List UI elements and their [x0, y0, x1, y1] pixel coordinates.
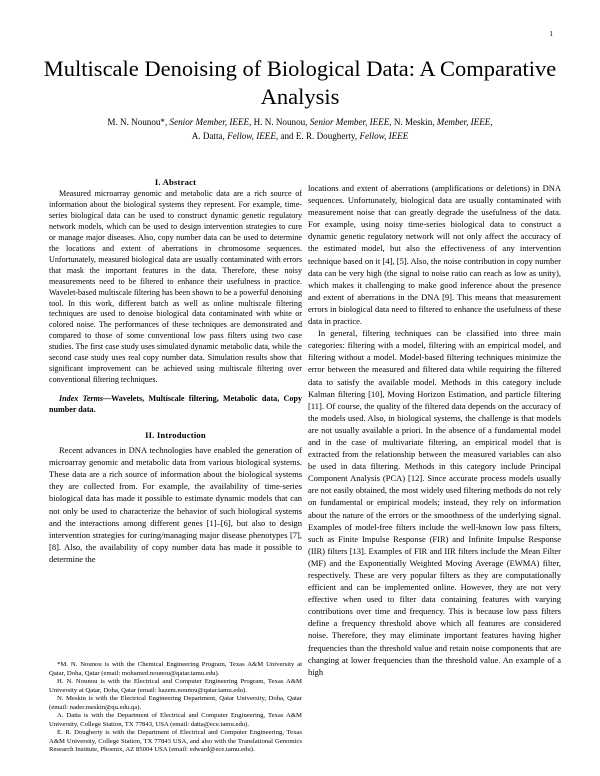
footnote: *M. N. Nounou is with the Chemical Engineering Program, Texas A&M University at Qatar, Doha, Qatar (email: mohamed.nounou@qatar.tamu.edu).: [49, 661, 302, 677]
introduction-heading: II. Introduction: [145, 430, 206, 441]
abstract-heading: I. Abstract: [154, 177, 197, 187]
footnote: E. R. Dougherty is with the Department of Electrical and Computer Engineering, Texas A&M University, College Station, TX 77843 USA, and also with the Translational Genomics Research Institute, Phoenix, AZ 85004 USA (email: edward@ece.tamu.edu).: [49, 729, 302, 753]
author-name: and E. R. Dougherty,: [280, 130, 358, 141]
author-membership: Senior Member, IEEE,: [309, 117, 392, 127]
author-line-1: [60, 116, 540, 130]
introduction-paragraph-1: Recent advances in DNA technologies have enabled the generation of microarray genomic and metabolic data from various biological systems. These data are a rich source of information about the biological systems they are collected from. For example, the availability of time-series biological data has made it possible to estimate dynamic models that can not only be used to characterize the behavior of such biological systems and the interactions among different genes [1]–[6], but also to design intervention strategies for curing/managing major disease phenotypes [7], [8]. Also, the availability of copy number data has made it possible to determine the: [49, 445, 302, 564]
footnote: A. Datta is with the Department of Electrical and Computer Engineering, Texas A&M University, College Station, TX 77843, USA (email: datta@ece.tamu.edu).: [49, 712, 302, 728]
index-terms: [49, 394, 302, 416]
author-membership: Fellow, IEEE,: [227, 130, 279, 141]
author-membership: Member, IEEE,: [436, 117, 493, 127]
footnotes: [49, 661, 302, 755]
index-terms-label: Index Terms: [59, 394, 104, 404]
author-line-2: [60, 130, 540, 144]
introduction-paragraph-continued: locations and extent of aberrations (amplifications or deletions) in DNA sequences. Unfortunately, biological data are usually contaminated with measurement noise that can greatly degrade the usefulness of the data. For example, using noisy time-series biological data to construct a dynamic genetic regulatory network will not only affect the accuracy of the estimated model, but also the effectiveness of any intervention technique based on it [4], [5]. Also, the noise contribution in copy number data can be very high (the signal to noise ratio can reach as low as unity), which makes it challenging to make good inference about the presence and extent of aberrations in the DNA [9]. This means that measurement errors in biological data need to filtered to enhance the usefulness of these data in practice.: [308, 183, 561, 327]
footnote: H. N. Nounou is with the Electrical and Computer Engineering Program, Texas A&M University at Qatar, Doha, Qatar (email: hazem.nounou@qatar.tamu.edu).: [49, 678, 302, 694]
abstract-text: Measured microarray genomic and metabolic data are a rich source of information about the biological systems they represent. For example, time-series biological data can be used to construct dynamic genetic regulatory network models, which can be used to design intervention strategies to cure or manage major diseases. Also, copy number data can be used to determine the locations and extent of aberrations in chromosome sequences. Unfortunately, measured biological data are usually contaminated with errors that mask the important features in the data. Therefore, these noisy measurements need to be filtered to enhance their usefulness in practice. Wavelet-based multiscale filtering has been shown to be a powerful denoising tool. In this work, different batch as well as online multiscale filtering techniques are used to denoise biological data contaminated with white or colored noise. The performances of these techniques are demonstrated and compared to those of some conventional low pass filters using two case studies. The first case study uses simulated dynamic metabolic data, while the second case study uses real copy number data. Simulation results show that significant improvement can be achieved using multiscale filtering over conventional filtering techniques.: [49, 189, 302, 385]
author-name: N. Meskin,: [393, 117, 435, 127]
author-name: A. Datta,: [191, 130, 225, 141]
introduction-paragraph-2: In general, filtering techniques can be classified into three main categories: filtering with a model, filtering with an empirical model, and filtering without a model. Model-based filtering techniques minimize the error between the measured and filtered data while requiring the filtered data to satisfy the available model. Methods in this category include Kalman filtering [10], Moving Horizon Estimation, and particle filtering [11]. Of course, the quality of the filtered data depends on the accuracy of the models used. Also, in biological systems, the challenge is that models are not usually available a priori. In the absence of a fundamental model and in the case of multivariate filtering, an empirical model that is extracted from the relationship between the measured variables can also be used in data filtering. Methods in this category include Principal Component Analysis (PCA) [12]. Since accurate process models usually are not easily obtained, the most widely used filtering methods do not rely on fundamental or empirical models; instead, they rely on information about the nature of the errors or the smoothness of the underlying signal. Examples of model-free filters include the well-known low pass filters, such as Finite Impulse Response (FIR) and Infinite Impulse Response (IIR) filters [13]. Examples of FIR and IIR filters include the Mean Filter (MF) and the Exponentially Weighted Moving Average (EWMA) filter, respectively. These are very popular filters as they are computationally efficient and can be implemented online. However, they are not very effective when used to filter data containing features with varying contributions over time and frequency. This is because low pass filters define a frequency threshold above which all features are considered noise. Therefore, they may eliminate important features having higher frequencies than the threshold value and retain noise components that are changing at lower frequencies than the threshold value. An example of a high: [308, 328, 561, 677]
author-list: [60, 116, 540, 144]
right-column: [308, 182, 561, 678]
author-membership: Fellow, IEEE: [359, 130, 409, 141]
author-membership: Senior Member, IEEE,: [169, 117, 252, 127]
author-name: H. N. Nounou,: [253, 117, 308, 127]
left-column: [49, 177, 302, 565]
author-name: M. N. Nounou*,: [107, 117, 168, 127]
footnote: N. Meskin is with the Electrical Engineering Department, Qatar University, Doha, Qatar (email: nader.meskin@qu.edu.qa).: [49, 695, 302, 711]
paper-title: Multiscale Denoising of Biological Data: A Comparative Analysis: [43, 56, 557, 109]
page-number: 1: [549, 29, 553, 38]
index-terms-list: —Wavelets, Multiscale filtering, Metabolic data, Copy number data.: [49, 394, 302, 415]
